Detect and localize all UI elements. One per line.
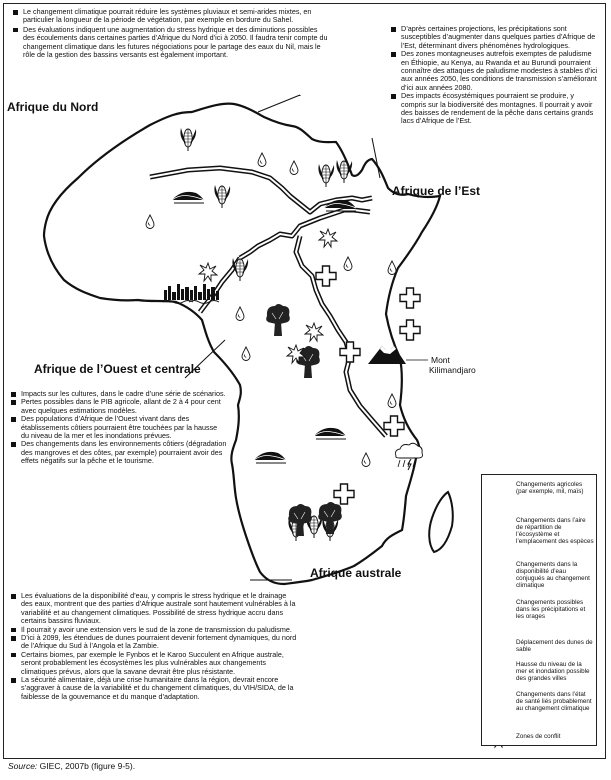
africa-outline	[44, 104, 440, 584]
west-note: Des populations d’Afrique de l’Ouest vivant dans des établissements côtiers pourraient être touchées par la hausse du niveau de la mer et les inondations prévues.	[9, 415, 227, 440]
legend-text-ecosystem: Changements dans l’aire de répartition de l’écosystème et l’emplacement des espèces	[516, 517, 594, 545]
madagascar-outline	[429, 492, 453, 552]
legend-text-precip: Changements possibles dans les précipitations et les orages	[516, 599, 586, 620]
region-label-north: Afrique du Nord	[7, 100, 99, 114]
south-africa-notes	[9, 592, 297, 701]
source-text: GIEC, 2007b (figure 9-5).	[39, 761, 136, 771]
west-note: Des changements dans les environnements côtiers (dégradation des mangroves et des côtes, par exemple) pourraient avoir des effets négatifs sur la pêche et le tourisme.	[9, 440, 227, 465]
kilimanjaro-line1: Mont	[431, 355, 450, 365]
kilimanjaro-line2: Kilimandjaro	[429, 365, 476, 375]
south-note: Les évaluations de la disponibilité d’eau, y compris le stress hydrique et le drainage des eaux, montrent que des parties d’Afrique australe sont hautement vulnérables à la variabilité et au changement climatiques. Possibilité de stress hydrique accru dans certains bassins fluviaux.	[9, 592, 297, 626]
west-africa-notes	[9, 390, 227, 466]
north-note: Le changement climatique pourrait réduire les systèmes pluviaux et semi-arides mixtes, en particulier la longueur de la période de végétation, par exemple en bordure du Sahel.	[11, 8, 329, 25]
region-label-east: Afrique de l’Est	[392, 184, 481, 198]
east-africa-notes	[389, 25, 601, 126]
legend-text-dunes: Déplacement des dunes de sable	[516, 639, 593, 653]
legend-text-health: Changements dans l’état de santé liés probablement au changement climatique	[516, 691, 592, 712]
south-note: D’ici à 2099, les étendues de dunes pourraient devenir fortement dynamiques, du nord de l’Afrique du Sud à l’Angola et la Zambie.	[9, 634, 297, 651]
kilimanjaro-label	[429, 355, 476, 375]
north-africa-notes	[11, 8, 329, 59]
legend-text-conflict: Zones de conflit	[516, 733, 561, 740]
east-note: Des zones montagneuses autrefois exemptes de paludisme en Éthiopie, au Kenya, au Rwanda et au Burundi pourraient connaître des attaques de paludisme modestes à stables d’ici aux années 2050, les conditions de transmission s’améliorant d’ici aux années 2080.	[389, 50, 601, 92]
legend-text-water: Changements dans la disponibilité d’eau conjugués au changement climatique	[516, 561, 590, 589]
region-label-west: Afrique de l’Ouest et centrale	[34, 362, 201, 376]
legend-text-sealevel: Hausse du niveau de la mer et inondation possible des grandes villes	[516, 661, 590, 682]
south-note: Certains biomes, par exemple le Fynbos et le Karoo Succulent en Afrique australe, seront probablement les écosystèmes les plus vulnérables aux changements climatiques prévus, alors que la savane devrait être plus résistante.	[9, 651, 297, 676]
region-label-south: Afrique australe	[310, 566, 402, 580]
source-label: Source:	[8, 761, 38, 771]
legend-text-agri: Changements agricoles (par exemple, mil, maïs)	[516, 481, 584, 495]
south-note: Il pourrait y avoir une extension vers le sud de la zone de transmission du paludisme.	[9, 626, 297, 634]
west-note: Pertes possibles dans le PIB agricole, allant de 2 à 4 pour cent avec quelques estimations modèles.	[9, 398, 227, 415]
east-note: Des impacts écosystémiques pourraient se produire, y compris sur la biodiversité des montagnes. Il pourrait y avoir des baisses de rendement de la pêche dans certains grands lacs d’Afrique de l’Est.	[389, 92, 601, 126]
health-cross-icon	[400, 320, 420, 340]
north-note: Des évaluations indiquent une augmentation du stress hydrique et des diminutions possibles des écoulements dans certaines parties d’Afrique du Nord d’ici à 2050. Il faudra tenir compte du changement climatique dans les futures négociations pour le partage des eaux du Nil, mais le rôle de la gestion des bassins versants est également important.	[11, 26, 329, 60]
south-note: La sécurité alimentaire, déjà une crise humanitaire dans la région, devrait encore s’aggraver à cause de la variabilité et du changement climatiques, du VIH/SIDA, de la faiblesse de la gouvernance et du manque d’adaptation.	[9, 676, 297, 701]
health-cross-icon	[400, 288, 420, 308]
map-legend	[481, 474, 597, 746]
source-line	[8, 761, 135, 771]
east-note: D’après certaines projections, les précipitations sont susceptibles d’augmenter dans quelques parties d’Afrique de l’Est, déterminant divers phénomènes hydrologiques.	[389, 25, 601, 50]
west-note: Impacts sur les cultures, dans le cadre d’une série de scénarios.	[9, 390, 227, 398]
